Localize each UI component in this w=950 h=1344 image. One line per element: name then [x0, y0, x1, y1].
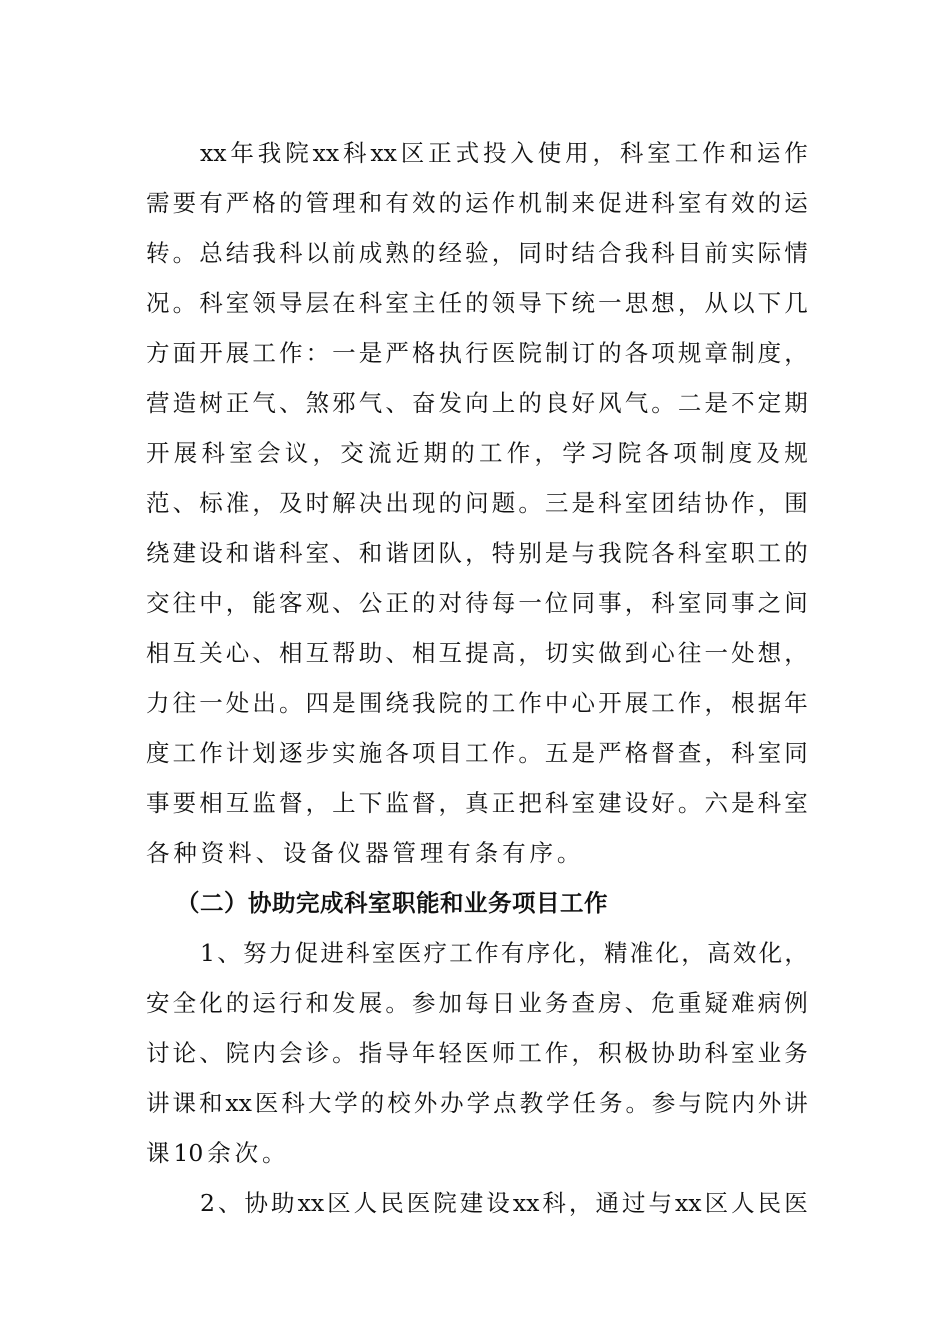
text-line: 事 要 相 互 监 督 ， 上 下 监 督 ， 真 正 把 科 室 建 设 好 。 六 是 科 室 [146, 789, 808, 817]
text-line: 安 全 化 的 运 行 和 发 展 。 参 加 每 日 业 务 查 房 、 危 重 疑 难 病 例 [146, 989, 808, 1017]
text-line: 1 、 努 力 促 进 科 室 医 疗 工 作 有 序 化 ， 精 准 化 ， 高 效 化 ， [200, 939, 808, 967]
text-line: 度 工 作 计 划 逐 步 实 施 各 项 目 工 作 。 五 是 严 格 督 查 ， 科 室 同 [146, 739, 808, 767]
text-line: 课 10 余 次 。 [146, 1139, 286, 1167]
text-line: 绕 建 设 和 谐 科 室 、 和 谐 团 队 ， 特 别 是 与 我 院 各 科 室 职 工 的 [146, 539, 808, 567]
text-line: 相 互 关 心 、 相 互 帮 助 、 相 互 提 高 ， 切 实 做 到 心 往 一 处 想 ， [146, 639, 808, 667]
text-line: 方 面 开 展 工 作 ： 一 是 严 格 执 行 医 院 制 订 的 各 项 规 章 制 度 ， [146, 339, 808, 367]
text-line: 交 往 中 ， 能 客 观 、 公 正 的 对 待 每 一 位 同 事 ， 科 室 同 事 之 间 [146, 589, 808, 617]
text-line: 转 。 总 结 我 科 以 前 成 熟 的 经 验 ， 同 时 结 合 我 科 目 前 实 际 情 [146, 239, 808, 267]
list-item-2 [146, 1183, 808, 1233]
text-line: 营 造 树 正 气 、 煞 邪 气 、 奋 发 向 上 的 良 好 风 气 。 二 是 不 定 期 [146, 389, 808, 417]
paragraph-intro [146, 133, 808, 883]
text-line: 开 展 科 室 会 议 ， 交 流 近 期 的 工 作 ， 学 习 院 各 项 制 度 及 规 [146, 439, 808, 467]
text-line: 范 、 标 准 ， 及 时 解 决 出 现 的 问 题 。 三 是 科 室 团 结 协 作 ， 围 [146, 489, 808, 517]
section-heading: （二）协助完成科室职能和业务项目工作 [176, 889, 608, 917]
text-line: 需 要 有 严 格 的 管 理 和 有 效 的 运 作 机 制 来 促 进 科 室 有 效 的 运 [146, 189, 808, 217]
text-line: xx 年 我 院 xx 科 xx 区 正 式 投 入 使 用 ， 科 室 工 作 和 运 作 [200, 139, 808, 167]
text-line: 力 往 一 处 出 。 四 是 围 绕 我 院 的 工 作 中 心 开 展 工 作 ， 根 据 年 [146, 689, 808, 717]
text-line: 况 。 科 室 领 导 层 在 科 室 主 任 的 领 导 下 统 一 思 想 ， 从 以 下 几 [146, 289, 808, 317]
list-item-1 [146, 933, 808, 1183]
text-line: 各 种 资 料 、 设 备 仪 器 管 理 有 条 有 序 。 [146, 839, 581, 867]
document-body [146, 133, 808, 1233]
text-line: 讲 课 和 xx 医 科 大 学 的 校 外 办 学 点 教 学 任 务 。 参 与 院 内 外 讲 [146, 1089, 808, 1117]
text-line: 讨 论 、 院 内 会 诊 。 指 导 年 轻 医 师 工 作 ， 积 极 协 助 科 室 业 务 [146, 1039, 808, 1067]
text-line: 2 、 协 助 xx 区 人 民 医 院 建 设 xx 科 ， 通 过 与 xx 区 人 民 医 [200, 1189, 808, 1217]
